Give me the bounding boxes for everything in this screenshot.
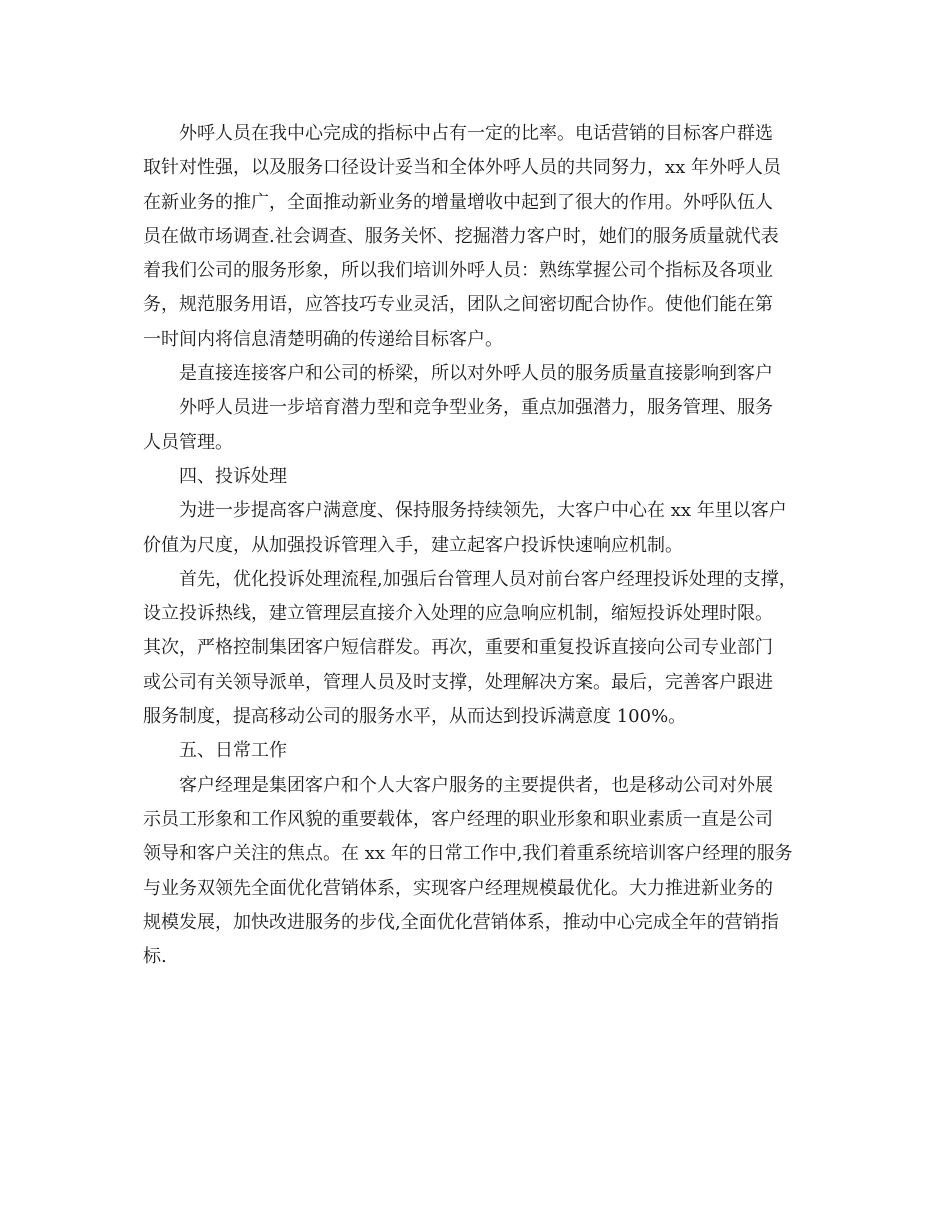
text-line: 与业务双领先全面优化营销体系，实现客户经理规模最优化。大力推进新业务的 bbox=[143, 877, 773, 899]
text-line: 服务制度，提高移动公司的服务水平，从而达到投诉满意度 100%。 bbox=[143, 706, 687, 728]
document-body bbox=[143, 117, 803, 974]
text-line: 领导和客户关注的焦点。在 xx 年的日常工作中,我们着重系统培训客户经理的服务 bbox=[143, 843, 793, 865]
text-line: 一时间内将信息清楚明确的传递给目标客户。 bbox=[143, 328, 503, 350]
text-line: 取针对性强，以及服务口径设计妥当和全体外呼人员的共同努力，xx 年外呼人员 bbox=[143, 157, 782, 179]
text-line: 四、投诉处理 bbox=[179, 465, 287, 487]
text-line: 设立投诉热线，建立管理层直接介入处理的应急响应机制，缩短投诉处理时限。 bbox=[143, 603, 773, 625]
text-line: 外呼人员进一步培育潜力型和竞争型业务，重点加强潜力，服务管理、服务 bbox=[179, 397, 773, 419]
text-line: 员在做市场调查.社会调查、服务关怀、挖掘潜力客户时，她们的服务质量就代表 bbox=[143, 225, 779, 247]
text-line: 人员管理。 bbox=[143, 431, 233, 453]
text-line: 着我们公司的服务形象，所以我们培训外呼人员：熟练掌握公司个指标及各项业 bbox=[143, 260, 773, 282]
text-line: 价值为尺度，从加强投诉管理入手，建立起客户投诉快速响应机制。 bbox=[143, 534, 683, 556]
text-line: 在新业务的推广，全面推动新业务的增量增收中起到了很大的作用。外呼队伍人 bbox=[143, 191, 773, 213]
text-line: 标. bbox=[143, 946, 167, 968]
text-line: 外呼人员在我中心完成的指标中占有一定的比率。电话营销的目标客户群选 bbox=[179, 123, 773, 144]
text-line: 五、日常工作 bbox=[179, 740, 287, 762]
text-line: 客户经理是集团客户和个人大客户服务的主要提供者，也是移动公司对外展 bbox=[179, 774, 773, 796]
text-line: 是直接连接客户和公司的桥梁，所以对外呼人员的服务质量直接影响到客户 bbox=[179, 363, 773, 385]
text-line: 务，规范服务用语，应答技巧专业灵活，团队之间密切配合协作。使他们能在第 bbox=[143, 294, 773, 316]
text-line: 或公司有关领导派单，管理人员及时支撑，处理解决方案。最后，完善客户跟进 bbox=[143, 671, 773, 693]
text-line: 为进一步提高客户满意度、保持服务持续领先，大客户中心在 xx 年里以客户 bbox=[179, 500, 787, 522]
text-line: 规模发展，加快改进服务的步伐,全面优化营销体系，推动中心完成全年的营销指 bbox=[143, 911, 779, 933]
text-line: 其次，严格控制集团客户短信群发。再次，重要和重复投诉直接向公司专业部门 bbox=[143, 637, 773, 659]
text-line: 首先，优化投诉处理流程,加强后台管理人员对前台客户经理投诉处理的支撑， bbox=[179, 568, 797, 590]
text-line: 示员工形象和工作风貌的重要载体，客户经理的职业形象和职业素质一直是公司 bbox=[143, 808, 773, 830]
